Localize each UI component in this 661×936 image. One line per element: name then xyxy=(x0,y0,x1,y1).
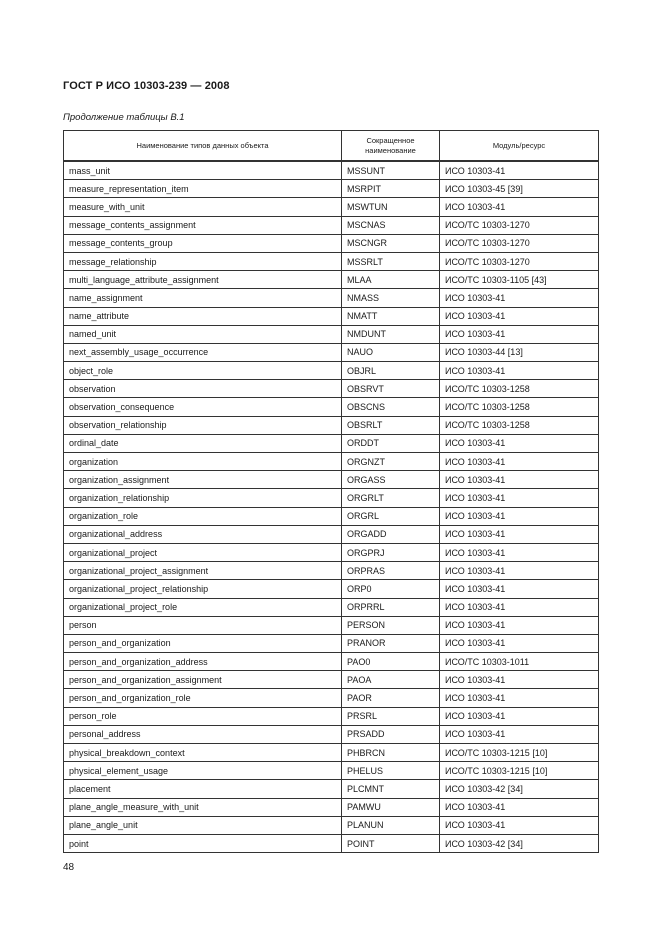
cell-module: ИСО 10303-41 xyxy=(440,816,599,834)
cell-entity-name: person_and_organization_assignment xyxy=(64,671,342,689)
table-row xyxy=(64,416,599,434)
table-row xyxy=(64,252,599,270)
cell-module: ИСО 10303-41 xyxy=(440,543,599,561)
cell-module: ИСО 10303-41 xyxy=(440,671,599,689)
cell-module: ИСО 10303-42 [34] xyxy=(440,780,599,798)
cell-module: ИСО 10303-41 xyxy=(440,161,599,180)
table-row xyxy=(64,507,599,525)
table-header-row xyxy=(64,131,599,162)
cell-module: ИСО 10303-41 xyxy=(440,325,599,343)
cell-module: ИСО/ТС 10303-1258 xyxy=(440,380,599,398)
table-row xyxy=(64,816,599,834)
table-row xyxy=(64,762,599,780)
table-row xyxy=(64,543,599,561)
cell-short-name: OBJRL xyxy=(342,362,440,380)
table-row xyxy=(64,271,599,289)
cell-module: ИСО/ТС 10303-1215 [10] xyxy=(440,744,599,762)
cell-short-name: PERSON xyxy=(342,616,440,634)
table-row xyxy=(64,161,599,180)
cell-entity-name: organization_role xyxy=(64,507,342,525)
cell-short-name: PRANOR xyxy=(342,634,440,652)
table-row xyxy=(64,798,599,816)
table-row xyxy=(64,198,599,216)
cell-short-name: ORGPRJ xyxy=(342,543,440,561)
table-row xyxy=(64,780,599,798)
cell-entity-name: organizational_address xyxy=(64,525,342,543)
table-row xyxy=(64,598,599,616)
cell-entity-name: person_and_organization_role xyxy=(64,689,342,707)
table-row xyxy=(64,525,599,543)
table-row xyxy=(64,453,599,471)
cell-module: ИСО/ТС 10303-1270 xyxy=(440,216,599,234)
cell-entity-name: physical_breakdown_context xyxy=(64,744,342,762)
cell-module: ИСО 10303-41 xyxy=(440,198,599,216)
cell-short-name: MLAA xyxy=(342,271,440,289)
cell-module: ИСО 10303-42 [34] xyxy=(440,834,599,852)
cell-entity-name: named_unit xyxy=(64,325,342,343)
cell-short-name: MSWTUN xyxy=(342,198,440,216)
cell-module: ИСО 10303-41 xyxy=(440,616,599,634)
table-row xyxy=(64,216,599,234)
cell-short-name: OBSRVT xyxy=(342,380,440,398)
cell-short-name: ORGASS xyxy=(342,471,440,489)
cell-module: ИСО 10303-41 xyxy=(440,489,599,507)
table-row xyxy=(64,671,599,689)
cell-entity-name: organizational_project_assignment xyxy=(64,562,342,580)
table-row xyxy=(64,325,599,343)
cell-module: ИСО/ТС 10303-1258 xyxy=(440,398,599,416)
cell-short-name: NMASS xyxy=(342,289,440,307)
cell-short-name: PRSADD xyxy=(342,725,440,743)
column-header-entity-name: Наименование типов данных объекта xyxy=(64,131,342,162)
table-row xyxy=(64,580,599,598)
table-row xyxy=(64,362,599,380)
cell-short-name: PHBRCN xyxy=(342,744,440,762)
cell-entity-name: observation_relationship xyxy=(64,416,342,434)
cell-module: ИСО/ТС 10303-1270 xyxy=(440,234,599,252)
cell-module: ИСО 10303-41 xyxy=(440,580,599,598)
cell-short-name: PLANUN xyxy=(342,816,440,834)
cell-module: ИСО 10303-41 xyxy=(440,689,599,707)
cell-module: ИСО 10303-41 xyxy=(440,307,599,325)
cell-short-name: MSCNGR xyxy=(342,234,440,252)
cell-module: ИСО 10303-41 xyxy=(440,434,599,452)
table-row xyxy=(64,180,599,198)
cell-entity-name: message_relationship xyxy=(64,252,342,270)
cell-entity-name: organizational_project_relationship xyxy=(64,580,342,598)
cell-short-name: ORPRRL xyxy=(342,598,440,616)
cell-entity-name: person_role xyxy=(64,707,342,725)
cell-entity-name: placement xyxy=(64,780,342,798)
cell-module: ИСО 10303-44 [13] xyxy=(440,343,599,361)
cell-module: ИСО 10303-41 xyxy=(440,471,599,489)
cell-module: ИСО 10303-41 xyxy=(440,525,599,543)
cell-entity-name: person xyxy=(64,616,342,634)
cell-entity-name: organization xyxy=(64,453,342,471)
cell-short-name: MSCNAS xyxy=(342,216,440,234)
table-row xyxy=(64,725,599,743)
entity-table xyxy=(63,130,599,853)
cell-module: ИСО 10303-41 xyxy=(440,362,599,380)
cell-entity-name: personal_address xyxy=(64,725,342,743)
cell-short-name: PHELUS xyxy=(342,762,440,780)
table-row xyxy=(64,343,599,361)
cell-entity-name: name_attribute xyxy=(64,307,342,325)
cell-entity-name: ordinal_date xyxy=(64,434,342,452)
cell-module: ИСО 10303-41 xyxy=(440,507,599,525)
cell-entity-name: organization_assignment xyxy=(64,471,342,489)
table-row xyxy=(64,307,599,325)
cell-short-name: ORPRAS xyxy=(342,562,440,580)
page-number: 48 xyxy=(63,862,75,873)
table-row xyxy=(64,707,599,725)
cell-short-name: NMATT xyxy=(342,307,440,325)
cell-entity-name: plane_angle_measure_with_unit xyxy=(64,798,342,816)
cell-module: ИСО 10303-41 xyxy=(440,798,599,816)
cell-module: ИСО/ТС 10303-1270 xyxy=(440,252,599,270)
cell-module: ИСО 10303-41 xyxy=(440,562,599,580)
table-row xyxy=(64,234,599,252)
document-header: ГОСТ Р ИСО 10303-239 — 2008 xyxy=(63,80,230,92)
cell-module: ИСО 10303-41 xyxy=(440,707,599,725)
cell-short-name: PAO0 xyxy=(342,653,440,671)
cell-short-name: PAOR xyxy=(342,689,440,707)
table-row xyxy=(64,562,599,580)
cell-entity-name: mass_unit xyxy=(64,161,342,180)
cell-short-name: OBSRLT xyxy=(342,416,440,434)
cell-entity-name: object_role xyxy=(64,362,342,380)
cell-entity-name: plane_angle_unit xyxy=(64,816,342,834)
table-row xyxy=(64,689,599,707)
cell-entity-name: physical_element_usage xyxy=(64,762,342,780)
cell-short-name: PLCMNT xyxy=(342,780,440,798)
cell-short-name: MSSUNT xyxy=(342,161,440,180)
cell-module: ИСО/ТС 10303-1105 [43] xyxy=(440,271,599,289)
cell-entity-name: point xyxy=(64,834,342,852)
cell-short-name: PAOA xyxy=(342,671,440,689)
cell-module: ИСО 10303-41 xyxy=(440,289,599,307)
cell-short-name: ORDDT xyxy=(342,434,440,452)
cell-entity-name: organizational_project xyxy=(64,543,342,561)
cell-entity-name: organization_relationship xyxy=(64,489,342,507)
cell-short-name: PAMWU xyxy=(342,798,440,816)
cell-module: ИСО 10303-41 xyxy=(440,725,599,743)
cell-short-name: NAUO xyxy=(342,343,440,361)
cell-entity-name: person_and_organization_address xyxy=(64,653,342,671)
cell-module: ИСО/ТС 10303-1258 xyxy=(440,416,599,434)
cell-entity-name: message_contents_group xyxy=(64,234,342,252)
cell-entity-name: measure_with_unit xyxy=(64,198,342,216)
cell-short-name: OBSCNS xyxy=(342,398,440,416)
cell-module: ИСО 10303-41 xyxy=(440,634,599,652)
table-row xyxy=(64,834,599,852)
table-caption: Продолжение таблицы В.1 xyxy=(63,112,185,123)
table-row xyxy=(64,489,599,507)
cell-short-name: ORP0 xyxy=(342,580,440,598)
cell-entity-name: observation xyxy=(64,380,342,398)
cell-short-name: ORGADD xyxy=(342,525,440,543)
cell-short-name: POINT xyxy=(342,834,440,852)
cell-entity-name: next_assembly_usage_occurrence xyxy=(64,343,342,361)
cell-short-name: MSSRLT xyxy=(342,252,440,270)
cell-module: ИСО 10303-41 xyxy=(440,453,599,471)
table-body xyxy=(64,161,599,853)
column-header-module: Модуль/ресурс xyxy=(440,131,599,162)
table-row xyxy=(64,398,599,416)
cell-entity-name: measure_representation_item xyxy=(64,180,342,198)
table-row xyxy=(64,634,599,652)
table-row xyxy=(64,380,599,398)
cell-short-name: ORGNZT xyxy=(342,453,440,471)
cell-short-name: ORGRL xyxy=(342,507,440,525)
cell-short-name: ORGRLT xyxy=(342,489,440,507)
column-header-short-name: Сокращенное наименование xyxy=(342,131,440,162)
cell-module: ИСО/ТС 10303-1011 xyxy=(440,653,599,671)
table-row xyxy=(64,653,599,671)
table-row xyxy=(64,616,599,634)
cell-module: ИСО/ТС 10303-1215 [10] xyxy=(440,762,599,780)
cell-entity-name: message_contents_assignment xyxy=(64,216,342,234)
cell-short-name: NMDUNT xyxy=(342,325,440,343)
cell-entity-name: observation_consequence xyxy=(64,398,342,416)
cell-entity-name: person_and_organization xyxy=(64,634,342,652)
table-row xyxy=(64,434,599,452)
table-row xyxy=(64,289,599,307)
cell-module: ИСО 10303-41 xyxy=(440,598,599,616)
table-row xyxy=(64,471,599,489)
cell-short-name: MSRPIT xyxy=(342,180,440,198)
table-row xyxy=(64,744,599,762)
cell-entity-name: organizational_project_role xyxy=(64,598,342,616)
cell-entity-name: multi_language_attribute_assignment xyxy=(64,271,342,289)
cell-entity-name: name_assignment xyxy=(64,289,342,307)
cell-short-name: PRSRL xyxy=(342,707,440,725)
cell-module: ИСО 10303-45 [39] xyxy=(440,180,599,198)
